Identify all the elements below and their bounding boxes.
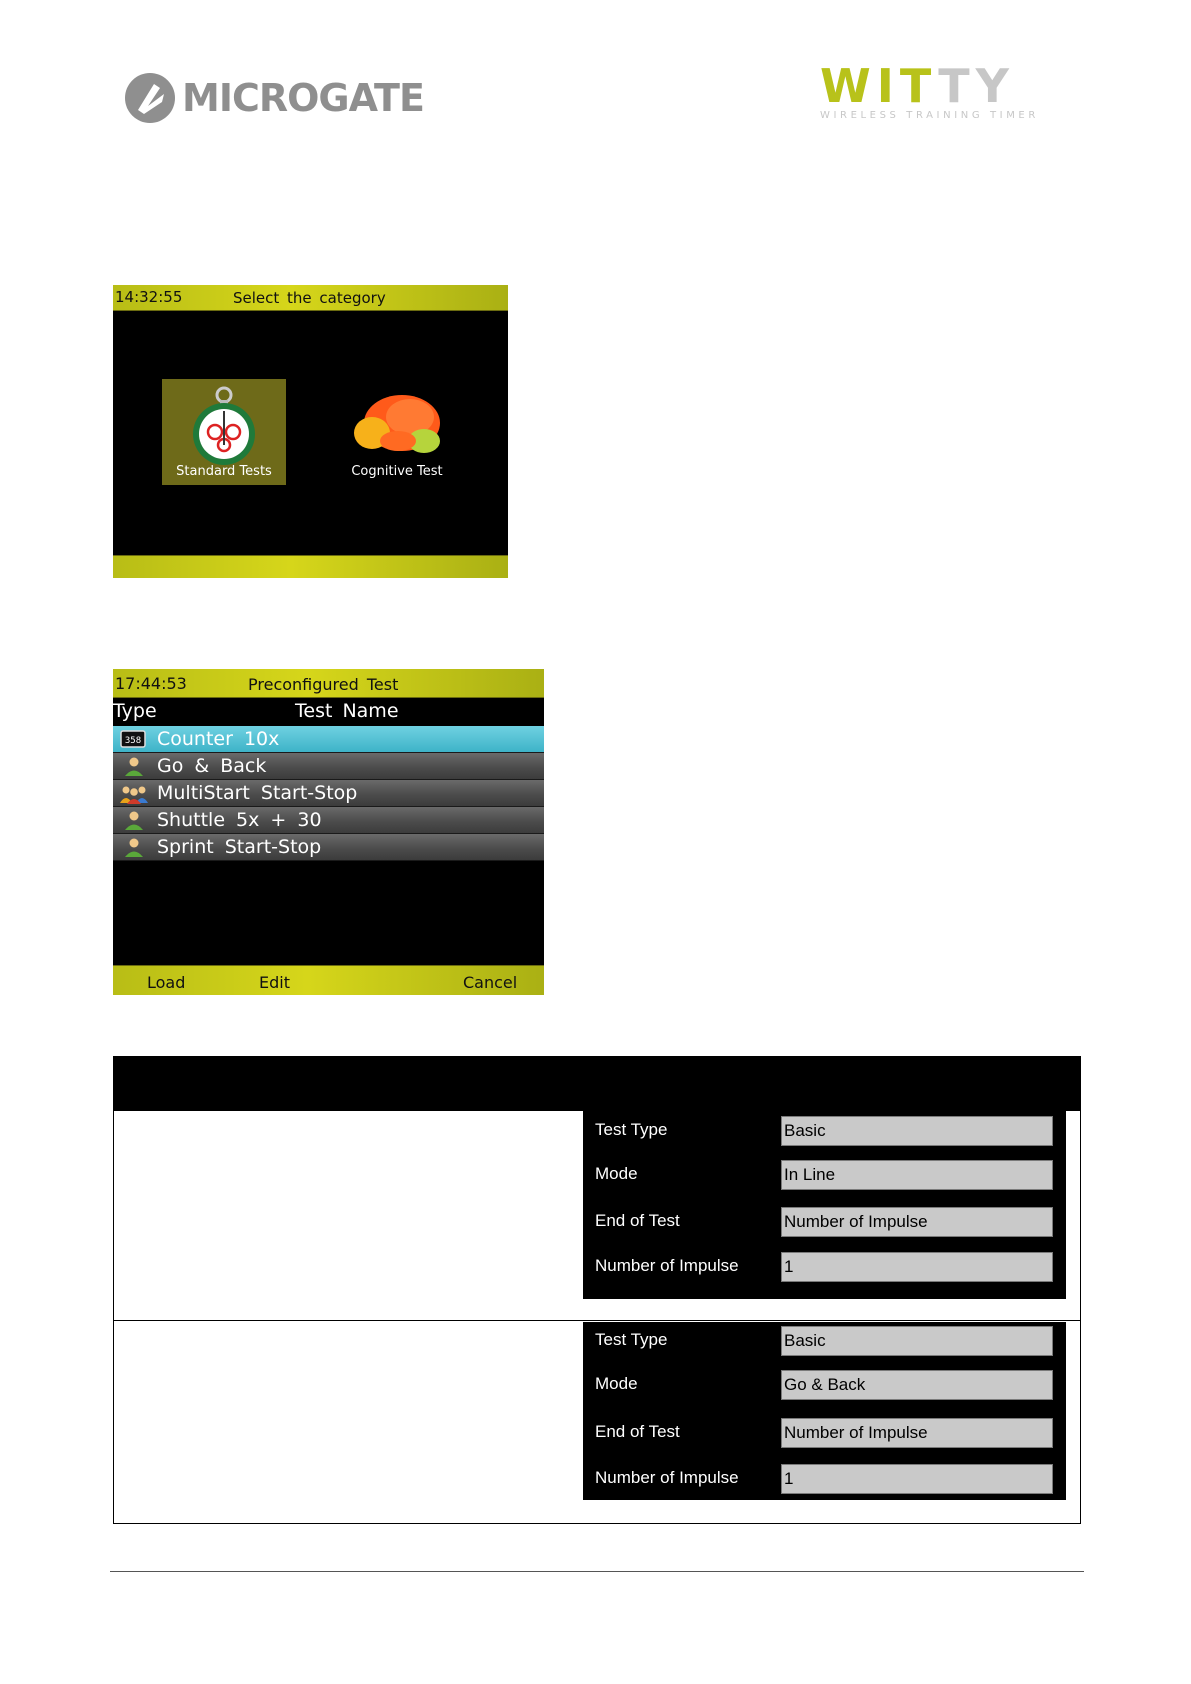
softkey-bar	[113, 965, 544, 995]
single-athlete-icon	[119, 810, 149, 831]
test-row-sprint[interactable]	[113, 834, 544, 861]
param-value: 1	[781, 1252, 1053, 1282]
witty-logo-part-ty: TY	[938, 59, 1015, 113]
status-bar	[113, 285, 508, 311]
test-row-shuttle[interactable]	[113, 807, 544, 834]
column-header-test-name: Test Name	[295, 700, 399, 722]
brain-icon	[352, 391, 442, 463]
param-label: End of Test	[595, 1422, 680, 1441]
test-row-multistart[interactable]	[113, 780, 544, 807]
status-bar	[113, 669, 544, 698]
param-value: In Line	[781, 1160, 1053, 1190]
test-row-go-back[interactable]	[113, 753, 544, 780]
param-value: Number of Impulse	[781, 1207, 1053, 1237]
column-header-type: Type	[113, 700, 157, 722]
stopwatch-icon	[189, 385, 259, 467]
table-row	[114, 1111, 1080, 1321]
param-number-of-impulse	[583, 1250, 1066, 1284]
counter-icon-text: 358	[124, 736, 142, 746]
test-name: Sprint Start-Stop	[157, 836, 322, 858]
test-parameters-panel	[583, 1322, 1066, 1500]
param-end-of-test	[583, 1205, 1066, 1239]
param-label: Mode	[595, 1374, 638, 1393]
param-end-of-test	[583, 1416, 1066, 1450]
param-label: Test Type	[595, 1120, 668, 1139]
microgate-logo-text: MICROGATE	[182, 76, 424, 120]
param-label: Mode	[595, 1164, 638, 1183]
list-header	[113, 698, 544, 726]
screen-title: Preconfigured Test	[248, 675, 399, 694]
param-value: Go & Back	[781, 1370, 1053, 1400]
witty-logo-part-wit: WIT	[820, 59, 939, 113]
footer-divider	[110, 1571, 1084, 1572]
param-value: Basic	[781, 1326, 1053, 1356]
param-test-type	[583, 1324, 1066, 1358]
table-row	[114, 1322, 1080, 1523]
test-name: Shuttle 5x + 30	[157, 809, 322, 831]
param-label: Test Type	[595, 1330, 668, 1349]
test-parameters-panel	[583, 1111, 1066, 1299]
param-label: Number of Impulse	[595, 1256, 739, 1275]
load-softkey[interactable]: Load	[147, 973, 186, 992]
single-athlete-icon	[119, 756, 149, 777]
param-mode	[583, 1158, 1066, 1192]
param-test-type	[583, 1114, 1066, 1148]
param-value: Number of Impulse	[781, 1418, 1053, 1448]
preconfigured-test-screen	[113, 669, 544, 995]
witty-logo	[820, 59, 1090, 121]
screen-title: Select the category	[233, 289, 386, 307]
param-value: 1	[781, 1464, 1053, 1494]
single-athlete-icon	[119, 837, 149, 858]
witty-logo-wordmark	[820, 59, 1090, 113]
test-name: Go & Back	[157, 755, 267, 777]
multi-athlete-icon	[119, 783, 149, 804]
softkey-bar	[113, 555, 508, 578]
test-row-counter[interactable]	[113, 726, 544, 753]
table-header-bar	[114, 1057, 1080, 1111]
clock-time: 17:44:53	[115, 674, 187, 693]
category-standard-tests[interactable]	[162, 379, 286, 485]
test-name: Counter 10x	[157, 728, 280, 750]
witty-tagline: WIRELESS TRAINING TIMER	[820, 110, 1039, 121]
param-label: Number of Impulse	[595, 1468, 739, 1487]
test-name: MultiStart Start-Stop	[157, 782, 358, 804]
param-mode	[583, 1368, 1066, 1402]
param-value: Basic	[781, 1116, 1053, 1146]
counter-icon	[119, 729, 149, 750]
test-settings-table	[113, 1056, 1081, 1524]
category-label: Standard Tests	[176, 464, 272, 479]
param-number-of-impulse	[583, 1462, 1066, 1496]
category-cognitive-test[interactable]	[335, 379, 459, 485]
category-label: Cognitive Test	[351, 464, 443, 479]
microgate-logo	[124, 70, 424, 126]
param-label: End of Test	[595, 1211, 680, 1230]
cancel-softkey[interactable]: Cancel	[463, 973, 518, 992]
category-select-screen	[113, 285, 508, 578]
clock-time: 14:32:55	[115, 288, 183, 306]
edit-softkey[interactable]: Edit	[259, 973, 290, 992]
microgate-logo-icon	[124, 72, 176, 124]
